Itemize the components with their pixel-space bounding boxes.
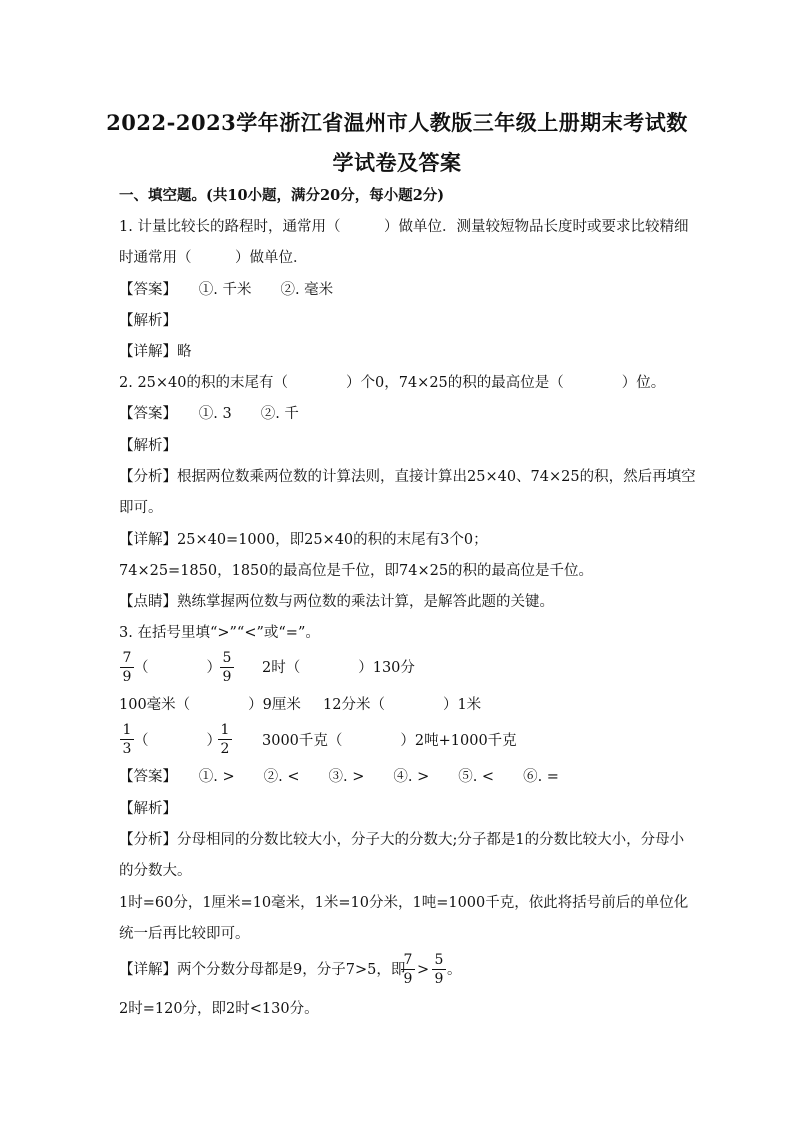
q2-point: 【点睛】熟练掌握两位数与两位数的乘法计算，是解答此题的关键。 — [119, 594, 554, 610]
q1-jiexi-label: 【解析】 — [119, 313, 177, 329]
q3-answer: 【答案】 ①. > ②. < ③. > ④. > ⑤. < ⑥. = — [119, 769, 559, 785]
fraction-numerator: 5 — [220, 650, 234, 668]
fraction-denominator: 9 — [403, 971, 413, 987]
q3-detail-line1-post: 。 — [447, 962, 462, 978]
q2-detail-line1: 【详解】25×40=1000，即25×40的积的末尾有3个0； — [119, 532, 488, 548]
fraction-denominator: 9 — [222, 669, 232, 685]
q3-analysis-line4: 统一后再比较即可。 — [119, 926, 250, 942]
doc-title-line1: 2022-2023学年浙江省温州市人教版三年级上册期末考试数 — [106, 110, 688, 135]
q3-detail-fraction-1 — [401, 952, 415, 987]
fraction-denominator: 9 — [122, 669, 132, 685]
q3-detail-fraction-2 — [432, 952, 446, 987]
q2-jiexi-label: 【解析】 — [119, 438, 177, 454]
q3-row1-blank: （ ） — [134, 660, 221, 676]
section-heading: 一、填空题。(共10小题，满分20分，每小题2分) — [119, 187, 445, 204]
q3-row1-right: 2时（ ）130分 — [262, 660, 415, 676]
q3-detail-line2: 2时=120分，即2时<130分。 — [119, 1001, 319, 1017]
fraction-numerator: 7 — [120, 650, 134, 668]
q2-analysis-line2: 即可。 — [119, 500, 163, 516]
q3-jiexi-label: 【解析】 — [119, 801, 177, 817]
q3-row3-fraction-2 — [218, 722, 232, 757]
fraction-numerator: 1 — [120, 722, 134, 740]
fraction-numerator: 1 — [218, 722, 232, 740]
q3-analysis-line2: 的分数大。 — [119, 863, 192, 879]
q2-detail-line2: 74×25=1850，1850的最高位是千位，即74×25的积的最高位是千位。 — [119, 563, 594, 579]
q2-answer: 【答案】 ①. 3 ②. 千 — [119, 406, 299, 422]
q1-text-line2: 时通常用（ ）做单位． — [119, 250, 308, 266]
q3-detail-line1-pre: 【详解】两个分数分母都是9，分子7>5，即 — [119, 962, 406, 978]
q3-row3-fraction-1 — [120, 722, 134, 757]
fraction-denominator: 2 — [220, 741, 230, 757]
q3-row3-right: 3000千克（ ）2吨+1000千克 — [262, 733, 517, 749]
q3-text: 3. 在括号里填“>”“<”或“=”。 — [119, 625, 320, 641]
q3-analysis-line1: 【分析】分母相同的分数比较大小，分子大的分数大;分子都是1的分数比较大小，分母小 — [119, 832, 685, 848]
q3-row3-blank: （ ） — [134, 733, 221, 749]
q2-analysis-line1: 【分析】根据两位数乘两位数的计算法则，直接计算出25×40、74×25的积，然后再填空 — [119, 469, 696, 485]
q3-analysis-line3: 1时=60分，1厘米=10毫米，1米=10分米，1吨=1000千克，依此将括号前后的单位化 — [119, 895, 689, 911]
doc-title-line2: 学试卷及答案 — [332, 150, 462, 175]
q2-text: 2. 25×40的积的末尾有（ ）个0，74×25的积的最高位是（ ）位。 — [119, 375, 666, 391]
fraction-denominator: 3 — [122, 741, 132, 757]
q3-row1-fraction-2 — [220, 650, 234, 685]
q1-answer: 【答案】 ①. 千米 ②. 毫米 — [119, 282, 334, 298]
fraction-numerator: 5 — [432, 952, 446, 970]
q1-detail: 【详解】略 — [119, 344, 192, 360]
q1-text-line1: 1. 计量比较长的路程时，通常用（ ）做单位．测量较短物品长度时或要求比较精细 — [119, 219, 689, 235]
q3-detail-operator: > — [417, 962, 430, 978]
q3-row2-left: 100毫米（ ）9厘米 — [119, 697, 301, 713]
fraction-denominator: 9 — [434, 971, 444, 987]
q3-row1-fraction-1 — [120, 650, 134, 685]
fraction-numerator: 7 — [401, 952, 415, 970]
q3-row2-right: 12分米（ ）1米 — [323, 697, 482, 713]
